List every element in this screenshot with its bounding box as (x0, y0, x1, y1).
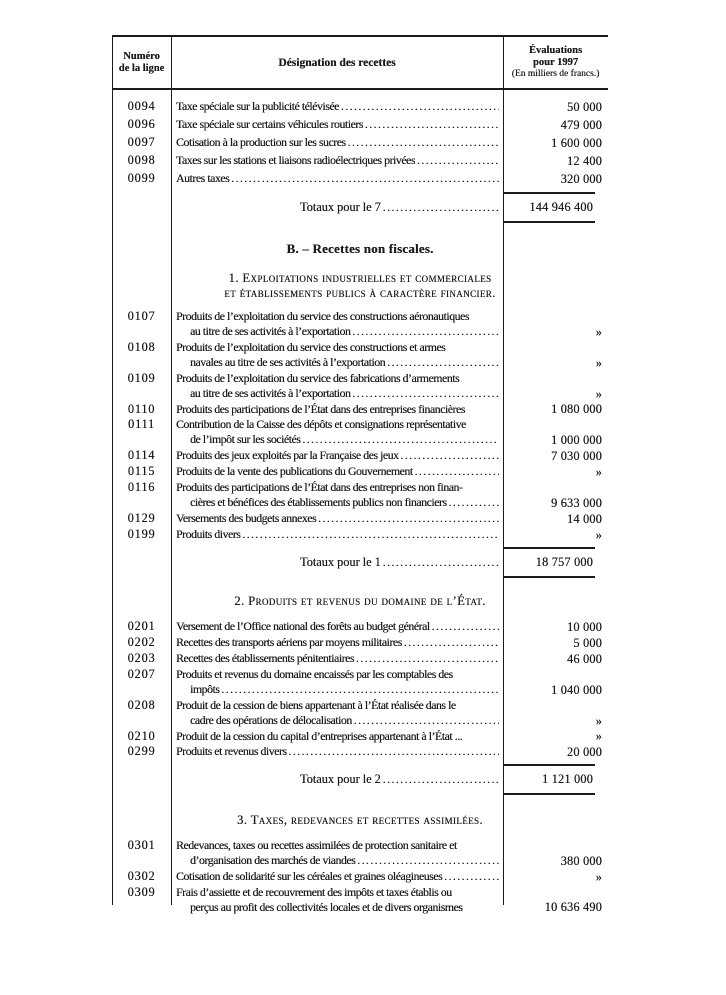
designation (171, 340, 503, 371)
table-row (112, 134, 608, 152)
amount-value: 20 000 (566, 745, 602, 759)
amount (503, 667, 608, 698)
amount-value: 1 600 000 (551, 136, 602, 150)
designation-text: d’organisation des marchés de viandes (190, 853, 356, 867)
designation-text: au titre de ses activités à l’exportation (190, 324, 351, 338)
line-number: 0094 (127, 99, 156, 113)
table-row (112, 464, 608, 480)
table-row (112, 698, 608, 729)
amount (503, 651, 608, 667)
designation-text: Recettes des établissements pénitentiaires (176, 651, 354, 665)
designation-text: Recettes des transports aériens par moyens militaires (176, 635, 402, 649)
designation-text: Produits et revenus divers (176, 744, 287, 758)
table-row (112, 170, 608, 188)
amount (503, 838, 608, 869)
line-number: 0129 (127, 511, 156, 525)
dot-leader (289, 744, 499, 760)
table-row (112, 651, 608, 667)
line-number: 0202 (127, 635, 156, 649)
col-header-evaluations-line2: pour 1997 (532, 57, 579, 68)
designation (171, 838, 503, 869)
designation-text: Produit de la cession de biens appartenant à l’État réalisée dans le (176, 698, 456, 712)
total-label: Totaux pour le 7 (300, 199, 381, 214)
amount (503, 744, 608, 760)
amount (503, 371, 608, 402)
designation-text: Produits de l’exploitation du service des constructions et armes (176, 340, 446, 354)
table-border-left (112, 37, 113, 905)
table-row (112, 152, 608, 170)
designation-line (176, 464, 501, 480)
designation (171, 651, 503, 667)
designation (171, 309, 503, 340)
dot-leader (365, 116, 499, 134)
designation-line (176, 869, 501, 885)
subsection-heading (112, 813, 608, 828)
table-row (112, 340, 608, 371)
amount (503, 417, 608, 448)
designation-text: Produits de l’exploitation du service des constructions aéronautiques (176, 309, 469, 323)
amount (503, 527, 608, 543)
amount (503, 309, 608, 340)
table-row (112, 838, 608, 869)
designation-text: Produits de la vente des publications du Gouvernement (176, 464, 413, 478)
revenue-table (112, 35, 608, 914)
col-header-line-number-line1: Numéro (123, 51, 160, 62)
col-header-evaluations (503, 37, 608, 88)
dot-leader (387, 355, 499, 371)
designation (171, 448, 503, 464)
amount (503, 152, 608, 170)
amount-value: 1 040 000 (551, 683, 602, 697)
designation-line (176, 619, 501, 635)
total-row (112, 764, 608, 795)
amount-value: 320 000 (560, 172, 602, 186)
amount (503, 635, 608, 651)
table-row (112, 371, 608, 402)
line-number: 0115 (127, 464, 156, 478)
column-divider-2 (503, 37, 504, 905)
designation-text: cadre des opérations de délocalisation (190, 713, 352, 727)
designation-line (176, 355, 501, 371)
dot-leader (231, 170, 499, 188)
dot-leader (383, 555, 501, 571)
col-header-evaluations-unit: (En milliers de francs.) (511, 69, 600, 79)
dot-leader (356, 651, 499, 667)
line-number: 0096 (127, 117, 156, 131)
designation-line (176, 340, 501, 355)
designation-line (176, 495, 501, 511)
line-number: 0109 (127, 371, 156, 385)
designation (171, 98, 503, 116)
designation-line (176, 432, 501, 448)
amount-value: » (595, 325, 602, 339)
table-row (112, 885, 608, 915)
table-row (112, 417, 608, 448)
line-number: 0201 (127, 619, 156, 633)
designation-text: Cotisation de solidarité sur les céréales et graines oléagineuses (176, 869, 443, 883)
designation-text: Produits et revenus du domaine encaissés par les comptables des (176, 667, 453, 681)
line-number: 0309 (127, 885, 156, 899)
amount-value: 5 000 (573, 636, 602, 650)
designation (171, 116, 503, 134)
designation (171, 480, 503, 511)
subsection-heading-line: 1. Exploitations industrielles et commerciales (228, 271, 492, 285)
amount (503, 134, 608, 152)
dot-leader (318, 511, 499, 527)
amount-value: » (595, 714, 602, 728)
designation (171, 698, 503, 729)
table-row (112, 869, 608, 885)
col-header-designation-label: Désignation des recettes (278, 56, 396, 69)
designation-text: Produits divers (176, 527, 241, 541)
designation-line (176, 635, 501, 651)
designation (171, 729, 503, 744)
designation-line (176, 885, 501, 900)
designation-line (176, 853, 501, 869)
amount-value: » (595, 729, 602, 743)
table-row (112, 116, 608, 134)
designation-text: navales au titre de ses activités à l’exportation (190, 355, 386, 369)
total-amount: 144 946 400 (503, 192, 595, 223)
total-row (112, 547, 608, 578)
amount (503, 698, 608, 729)
amount (503, 340, 608, 371)
designation-text: Taxe spéciale sur certains véhicules routiers (176, 117, 363, 131)
designation-line (176, 667, 501, 682)
designation-line (176, 371, 501, 386)
amount-value: 479 000 (560, 118, 602, 132)
designation-text: Taxes sur les stations et liaisons radioélectriques privées (176, 153, 415, 167)
designation (171, 511, 503, 527)
amount-value: 46 000 (566, 652, 602, 666)
subsection-heading-line: et établissements publics à caractère financier. (224, 286, 496, 300)
designation-line (176, 309, 501, 324)
amount-value: » (595, 465, 602, 479)
designation-line (176, 713, 501, 729)
dot-leader (432, 619, 499, 635)
designation (171, 464, 503, 480)
designation (171, 744, 503, 760)
total-amount: 1 121 000 (503, 764, 595, 795)
line-number: 0302 (127, 869, 156, 883)
dot-leader (401, 448, 499, 464)
designation-text: au titre de ses activités à l’exportation (190, 386, 351, 400)
designation-text: cières et bénéfices des établissements publics non financiers (190, 495, 447, 509)
designation-line (176, 448, 501, 464)
designation-line (176, 402, 501, 417)
line-number: 0210 (127, 729, 156, 743)
designation (171, 667, 503, 698)
dot-leader (383, 772, 501, 788)
designation (171, 371, 503, 402)
dot-leader (352, 386, 499, 402)
designation (171, 417, 503, 448)
designation-line (176, 324, 501, 340)
line-number: 0099 (127, 171, 156, 185)
designation-text: Produit de la cession du capital d’entreprises appartenant à l’État ... (176, 729, 463, 743)
designation-line (176, 651, 501, 667)
line-number: 0199 (127, 527, 156, 541)
amount-value: » (595, 387, 602, 401)
amount (503, 885, 608, 915)
amount (503, 170, 608, 188)
table-row (112, 729, 608, 744)
table-row (112, 448, 608, 464)
amount-value: » (595, 528, 602, 542)
designation (171, 402, 503, 417)
amount-value: 7 030 000 (551, 449, 602, 463)
col-header-designation (171, 37, 503, 88)
designation (171, 134, 503, 152)
designation-line (176, 98, 501, 116)
table-row (112, 480, 608, 511)
subsection-heading (112, 594, 608, 609)
total-label: Totaux pour le 1 (300, 554, 381, 569)
designation-text: Produits des participations de l’État dans des entreprises financières (176, 402, 465, 416)
table-row (112, 402, 608, 417)
line-number: 0098 (127, 153, 156, 167)
amount-value: 1 080 000 (551, 402, 602, 416)
line-number: 0301 (127, 838, 156, 852)
designation-text: Versement de l’Office national des forêts au budget général (176, 619, 430, 633)
dot-leader (354, 713, 499, 729)
col-header-evaluations-line1: Évaluations (528, 45, 583, 56)
line-number: 0203 (127, 651, 156, 665)
dot-leader (444, 869, 499, 885)
designation-line (176, 480, 501, 495)
table-header (112, 37, 608, 90)
table-row (112, 744, 608, 760)
designation-line (176, 729, 501, 744)
dot-leader (242, 527, 499, 543)
designation (171, 885, 503, 915)
amount-value: 50 000 (566, 100, 602, 114)
dot-leader (404, 635, 499, 651)
designation-line (176, 838, 501, 853)
table-row (112, 309, 608, 340)
line-number: 0097 (127, 135, 156, 149)
designation (171, 527, 503, 543)
dot-leader (221, 682, 499, 698)
total-row (112, 192, 608, 223)
designation-text: Taxe spéciale sur la publicité télévisée (176, 99, 339, 113)
column-divider-1 (171, 37, 172, 905)
dot-leader (341, 98, 499, 116)
total-label: Totaux pour le 2 (300, 771, 381, 786)
line-number: 0107 (127, 309, 156, 323)
designation (171, 869, 503, 885)
table-row (112, 635, 608, 651)
dot-leader (302, 432, 499, 448)
designation-line (176, 417, 501, 432)
dot-leader (357, 853, 499, 869)
designation-line (176, 527, 501, 543)
row-group (112, 309, 608, 543)
designation-line (176, 134, 501, 152)
designation-text: Contribution de la Caisse des dépôts et consignations représentative (176, 417, 466, 431)
designation-text: Produits des participations de l’État dans des entreprises non finan- (176, 480, 463, 494)
amount (503, 98, 608, 116)
amount (503, 116, 608, 134)
line-number: 0110 (127, 402, 156, 416)
amount-value: 14 000 (566, 512, 602, 526)
row-group (112, 619, 608, 760)
dot-leader (352, 324, 499, 340)
designation-line (176, 900, 501, 915)
designation (171, 152, 503, 170)
designation-line (176, 386, 501, 402)
designation-line (176, 511, 501, 527)
designation-text: Versements des budgets annexes (176, 511, 317, 525)
designation-text: de l’impôt sur les sociétés (190, 432, 301, 446)
designation-line (176, 152, 501, 170)
line-number: 0114 (127, 448, 156, 462)
amount (503, 511, 608, 527)
amount-value: 380 000 (560, 854, 602, 868)
dot-leader (348, 134, 499, 152)
dot-leader (417, 152, 499, 170)
subsection-heading-line: 2. Produits et revenus du domaine de l’État. (234, 594, 486, 608)
amount-value: » (595, 356, 602, 370)
amount (503, 464, 608, 480)
dot-leader (415, 464, 499, 480)
table-row (112, 667, 608, 698)
designation-line (176, 170, 501, 188)
designation-line (176, 698, 501, 713)
row-group (112, 838, 608, 915)
designation-line (176, 682, 501, 698)
designation-text: Frais d’assiette et de recouvrement des impôts et taxes établis ou (176, 885, 452, 899)
amount-value: 10 636 490 (544, 900, 602, 914)
designation-line (176, 116, 501, 134)
dot-leader (383, 200, 501, 216)
amount-value: 12 400 (566, 154, 602, 168)
table-row (112, 527, 608, 543)
amount (503, 619, 608, 635)
line-number: 0299 (127, 744, 156, 758)
line-number: 0116 (127, 480, 156, 494)
table-row (112, 511, 608, 527)
amount (503, 480, 608, 511)
designation-line (176, 744, 501, 760)
designation (171, 635, 503, 651)
amount-value: 1 000 000 (551, 433, 602, 447)
designation-text: impôts (190, 682, 220, 696)
dot-leader (449, 495, 499, 511)
row-group (112, 98, 608, 188)
total-amount: 18 757 000 (503, 547, 595, 578)
line-number: 0207 (127, 667, 156, 681)
amount (503, 729, 608, 744)
designation (171, 170, 503, 188)
table-body (112, 98, 608, 915)
table-row (112, 98, 608, 116)
amount-value: » (595, 870, 602, 884)
amount-value: 9 633 000 (551, 496, 602, 510)
line-number: 0111 (128, 417, 155, 431)
subsection-heading (112, 271, 608, 301)
table-row (112, 619, 608, 635)
section-heading: B. – Recettes non fiscales. (286, 241, 434, 256)
subsection-heading-line: 3. Taxes, redevances et recettes assimilées. (237, 813, 483, 827)
designation-text: Redevances, taxes ou recettes assimilées de protection sanitaire et (176, 838, 457, 852)
designation (171, 619, 503, 635)
amount (503, 869, 608, 885)
designation-text: perçus au profit des collectivités locales et de divers organismes (190, 900, 463, 914)
designation-text: Cotisation à la production sur les sucres (176, 135, 346, 149)
line-number: 0108 (127, 340, 156, 354)
amount-value: 10 000 (566, 620, 602, 634)
designation-text: Produits de l’exploitation du service des fabrications d’armements (176, 371, 460, 385)
amount (503, 448, 608, 464)
col-header-line-number (112, 37, 171, 88)
amount (503, 402, 608, 417)
designation-text: Produits des jeux exploités par la Française des jeux (176, 448, 399, 462)
col-header-line-number-line2: de la ligne (118, 63, 165, 74)
line-number: 0208 (127, 698, 156, 712)
designation-text: Autres taxes (176, 171, 230, 185)
